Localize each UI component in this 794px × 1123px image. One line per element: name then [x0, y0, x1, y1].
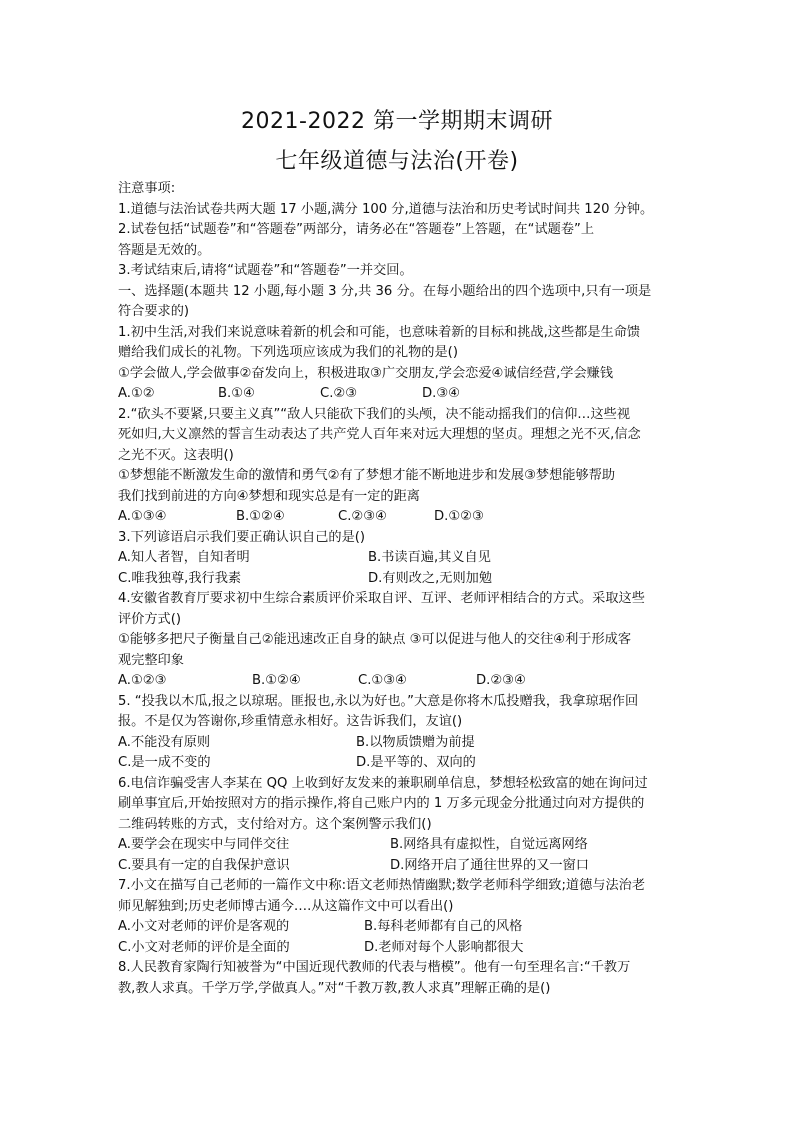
section-heading: 一、选择题(本题共 12 小题,每小题 3 分,共 36 分。在每小题给出的四个选项中,只有一项是 [118, 283, 652, 299]
option-a: A.知人者智，自知者明 [118, 550, 250, 565]
options-row [118, 917, 688, 938]
option-b: B.①②④ [252, 673, 301, 688]
options-row [118, 856, 688, 877]
note-line: 3.考试结束后,请将“试题卷”和“答题卷”一并交回。 [118, 263, 413, 278]
question-stem: 二维码转账的方式，支付给对方。这个案例警示我们() [118, 816, 432, 832]
options-row [118, 938, 688, 959]
question-stem: 报。不是仅为答谢你,珍重情意永相好。这告诉我们，友谊() [118, 714, 463, 729]
option-c: C.唯我独尊,我行我素 [118, 570, 242, 586]
option-b: B.书读百遍,其义自见 [368, 550, 491, 565]
question-stem: 死如归,大义凛然的誓言生动表达了共产党人百年来对远大理想的坚贞。理想之光不灭,信念 [118, 427, 641, 442]
option-a: A.①③④ [118, 509, 167, 524]
page-title: 2021-2022 第一学期期末调研 [241, 109, 553, 134]
option-d: D.是平等的、双向的 [356, 755, 476, 770]
section-heading: 符合要求的) [118, 304, 190, 319]
option-d: D.②③④ [476, 673, 526, 688]
options-row [118, 835, 688, 856]
option-a: A.不能没有原则 [118, 734, 211, 750]
options-row [118, 384, 688, 405]
option-b: B.①④ [218, 386, 255, 401]
options-row [118, 569, 688, 590]
question-stem: 教,教人求真。千学万学,学做真人。”对“千教万教,教人求真”理解正确的是() [118, 980, 551, 996]
option-d: D.老师对每个人影响都很大 [364, 939, 524, 955]
option-d: D.网络开启了通往世界的又一窗口 [390, 857, 589, 873]
question-stem: 1.初中生活,对我们来说意味着新的机会和可能，也意味着新的目标和挑战,这些都是生命馈 [118, 324, 641, 340]
question-stem: 评价方式() [118, 611, 182, 627]
option-b: B.网络具有虚拟性，自觉远离网络 [390, 837, 588, 852]
option-d: D.③④ [422, 386, 460, 401]
option-c: C.要具有一定的自我保护意识 [118, 857, 290, 873]
question-stem: 6.电信诈骗受害人李某在 QQ 上收到好友发来的兼职刷单信息，梦想轻松致富的她在询问过 [118, 775, 648, 791]
option-c: C.②③④ [338, 509, 387, 524]
question-stem: 刷单事宜后,开始按照对方的指示操作,将自己账户内的 1 万多元现金分批通过向对方提供的 [118, 796, 645, 811]
question-stem: 2.“砍头不要紧,只要主义真”“敌人只能砍下我们的头颅，决不能动摇我们的信仰…这些视 [118, 406, 631, 422]
options-row [118, 548, 688, 569]
options-row [118, 671, 688, 692]
notes-heading: 注意事项: [118, 181, 176, 196]
question-items: ①学会做人,学会做事②奋发向上，积极进取③广交朋友,学会恋爱④诚信经营,学会赚钱 [118, 365, 614, 381]
exam-body [118, 179, 688, 999]
option-c: C.①③④ [358, 673, 407, 688]
option-c: C.小文对老师的评价是全面的 [118, 939, 290, 955]
options-row [118, 507, 688, 528]
question-items: ①梦想能不断激发生命的激情和勇气②有了梦想才能不断地进步和发展③梦想能够帮助 [118, 468, 616, 483]
question-stem: 之光不灭。这表明() [118, 447, 234, 463]
option-b: B.以物质馈赠为前提 [356, 734, 475, 750]
note-line: 答题是无效的。 [118, 242, 211, 258]
note-line: 2.试卷包括“试题卷”和“答题卷”两部分，请务必在“答题卷”上答题，在“试题卷”上 [118, 222, 595, 237]
option-c: C.是一成不变的 [118, 755, 211, 770]
option-a: A.①②③ [118, 673, 167, 688]
question-items: 观完整印象 [118, 652, 184, 668]
question-stem: 8.人民教育家陶行知被誉为“中国近现代教师的代表与楷模”。他有一句至理名言:“千教万 [118, 960, 631, 975]
question-stem: 3.下列谚语启示我们要正确认识自己的是() [118, 529, 366, 545]
option-c: C.②③ [320, 386, 358, 401]
question-stem: 5. “投我以木瓜,报之以琼琚。匪报也,永以为好也。”大意是你将木瓜投赠我，我拿琼琚作回 [118, 693, 639, 709]
question-stem: 7.小文在描写自己老师的一篇作文中称:语文老师热情幽默;数学老师科学细致;道德与法治老 [118, 878, 646, 893]
question-stem: 4.安徽省教育厅要求初中生综合素质评价采取自评、互评、老师评相结合的方式。采取这些 [118, 591, 645, 606]
option-b: B.①②④ [236, 509, 285, 524]
option-b: B.每科老师都有自己的风格 [364, 919, 523, 934]
options-row [118, 733, 688, 754]
option-d: D.有则改之,无则加勉 [368, 570, 493, 586]
option-a: A.要学会在现实中与同伴交往 [118, 837, 290, 852]
question-stem: 赠给我们成长的礼物。下列选项应该成为我们的礼物的是() [118, 345, 458, 360]
option-a: A.小文对老师的评价是客观的 [118, 919, 290, 934]
options-row [118, 753, 688, 774]
question-stem: 师见解独到;历史老师博古通今….从这篇作文中可以看出() [118, 898, 454, 914]
page-subtitle: 七年级道德与法治(开卷) [275, 149, 519, 174]
option-a: A.①② [118, 386, 155, 401]
question-items: 我们找到前进的方向④梦想和现实总是有一定的距离 [118, 488, 420, 504]
note-line: 1.道德与法治试卷共两大题 17 小题,满分 100 分,道德与法治和历史考试时间共 120 分钟。 [118, 201, 654, 217]
option-d: D.①②③ [434, 509, 484, 524]
question-items: ①能够多把尺子衡量自己②能迅速改正自身的缺点 ③可以促进与他人的交往④利于形成客 [118, 632, 632, 647]
